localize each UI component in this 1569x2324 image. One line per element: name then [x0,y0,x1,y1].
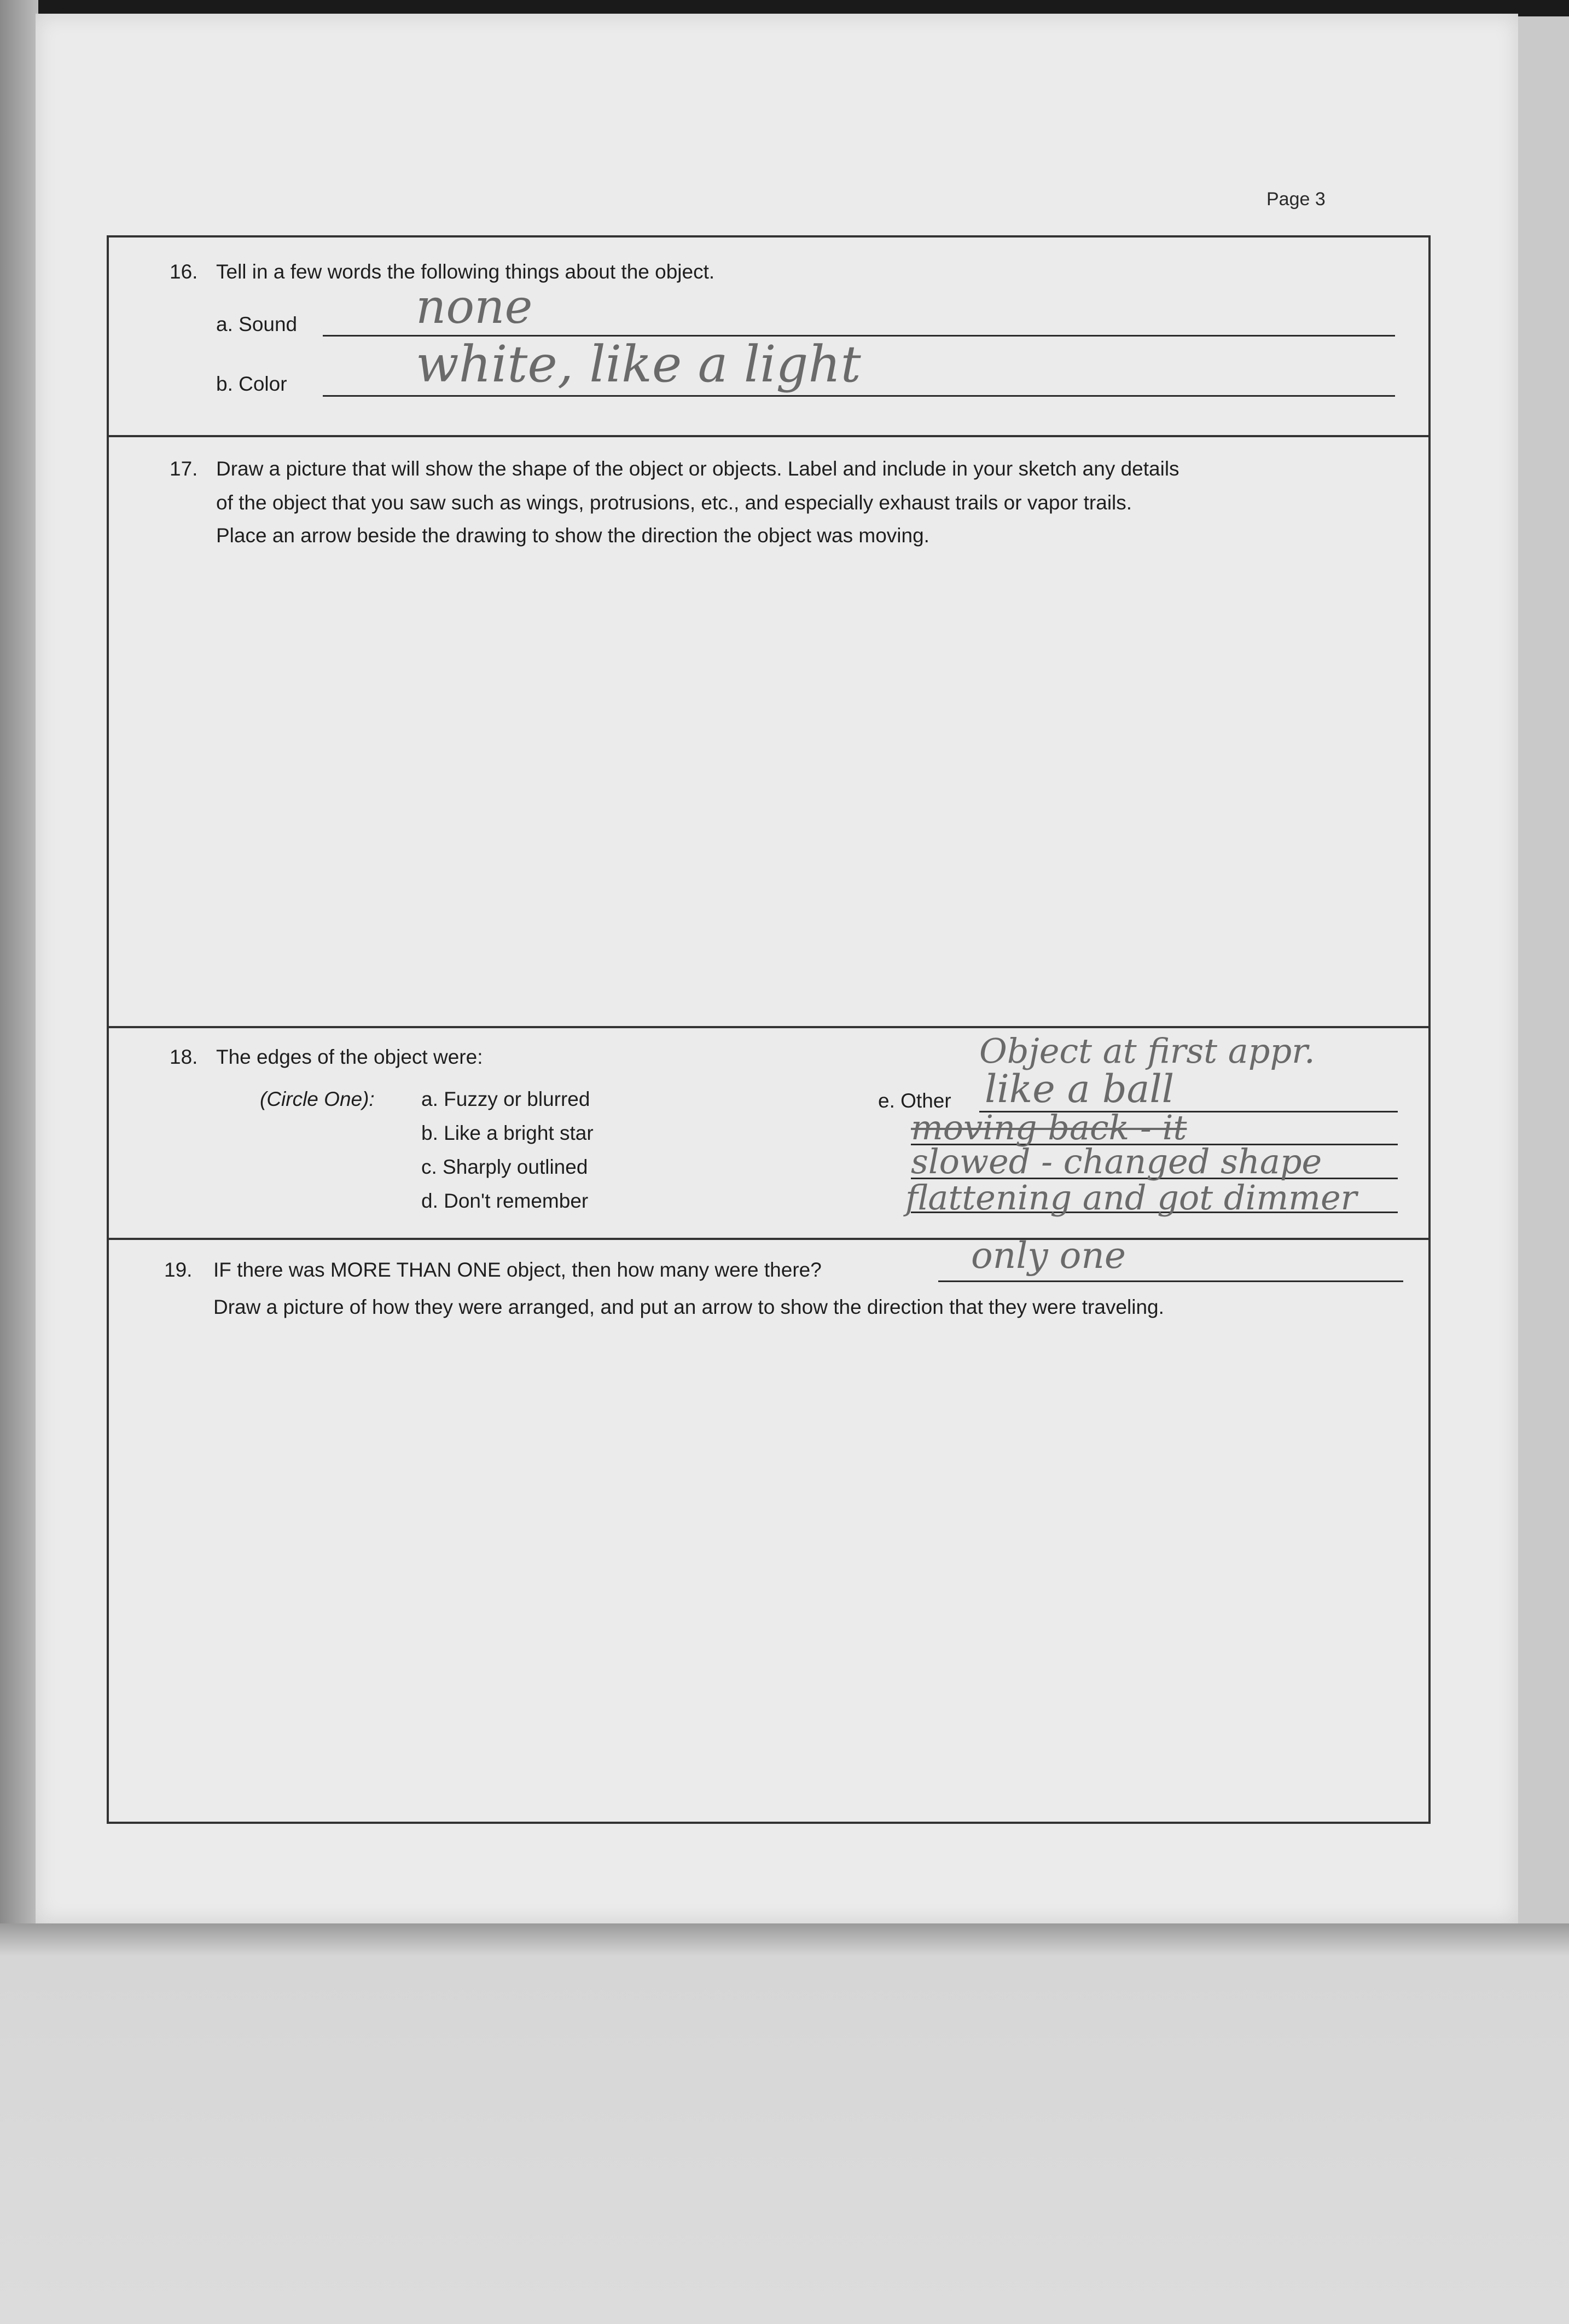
divider-17-18 [107,1026,1428,1028]
q19-line-2: Draw a picture of how they were arranged, and put an arrow to show the direction that they were traveling. [213,1296,1164,1318]
q18-option-b[interactable]: b. Like a bright star [421,1122,594,1144]
q18-circle-one: (Circle One): [260,1088,375,1110]
q18-option-a[interactable]: a. Fuzzy or blurred [421,1088,590,1110]
q18-option-c[interactable]: c. Sharply outlined [421,1156,588,1178]
q17-line-1: Draw a picture that will show the shape of the object or objects. Label and include in your sketch any details [216,457,1179,480]
q18-number: 18. [170,1046,198,1068]
page-number: Page 3 [1266,189,1326,210]
scan-left-edge [0,0,38,1943]
q17-line-3: Place an arrow beside the drawing to show the direction the object was moving. [216,524,929,547]
q16b-label: b. Color [216,373,287,395]
q16-prompt: Tell in a few words the following things about the object. [216,260,715,283]
q16a-label: a. Sound [216,313,298,335]
q16b-answer-line [323,395,1395,397]
q19-answer-line [938,1280,1403,1282]
scan-background [0,1923,1569,2324]
divider-16-17 [107,435,1428,437]
divider-18-19 [107,1238,1428,1240]
q19-answer[interactable]: only one [971,1235,1126,1277]
q19-prompt: IF there was MORE THAN ONE object, then how many were there? [213,1259,822,1281]
q18-other-answer-5[interactable]: flattening and got dimmer [905,1178,1357,1218]
q18-prompt: The edges of the object were: [216,1046,483,1068]
q18-other-answer-4[interactable]: slowed - changed shape [911,1141,1322,1181]
q16-number: 16. [170,260,198,283]
q17-line-2: of the object that you saw such as wings, protrusions, etc., and especially exhaust trails or vapor trails. [216,491,1132,514]
q19-number: 19. [164,1259,193,1281]
q18-option-d[interactable]: d. Don't remember [421,1190,589,1212]
q16b-answer[interactable]: white, like a light [416,335,861,393]
q18-other-label: e. Other [878,1089,951,1112]
q16a-answer[interactable]: none [416,280,533,334]
q18-other-answer-2[interactable]: like a ball [985,1067,1175,1111]
q17-number: 17. [170,457,198,480]
q17-drawing-area[interactable] [118,569,1414,1018]
q18-other-answer-3[interactable]: moving back - it [911,1108,1187,1147]
q18-other-answer-1[interactable]: Object at first appr. [979,1031,1315,1071]
q19-drawing-area[interactable] [118,1335,1414,1806]
